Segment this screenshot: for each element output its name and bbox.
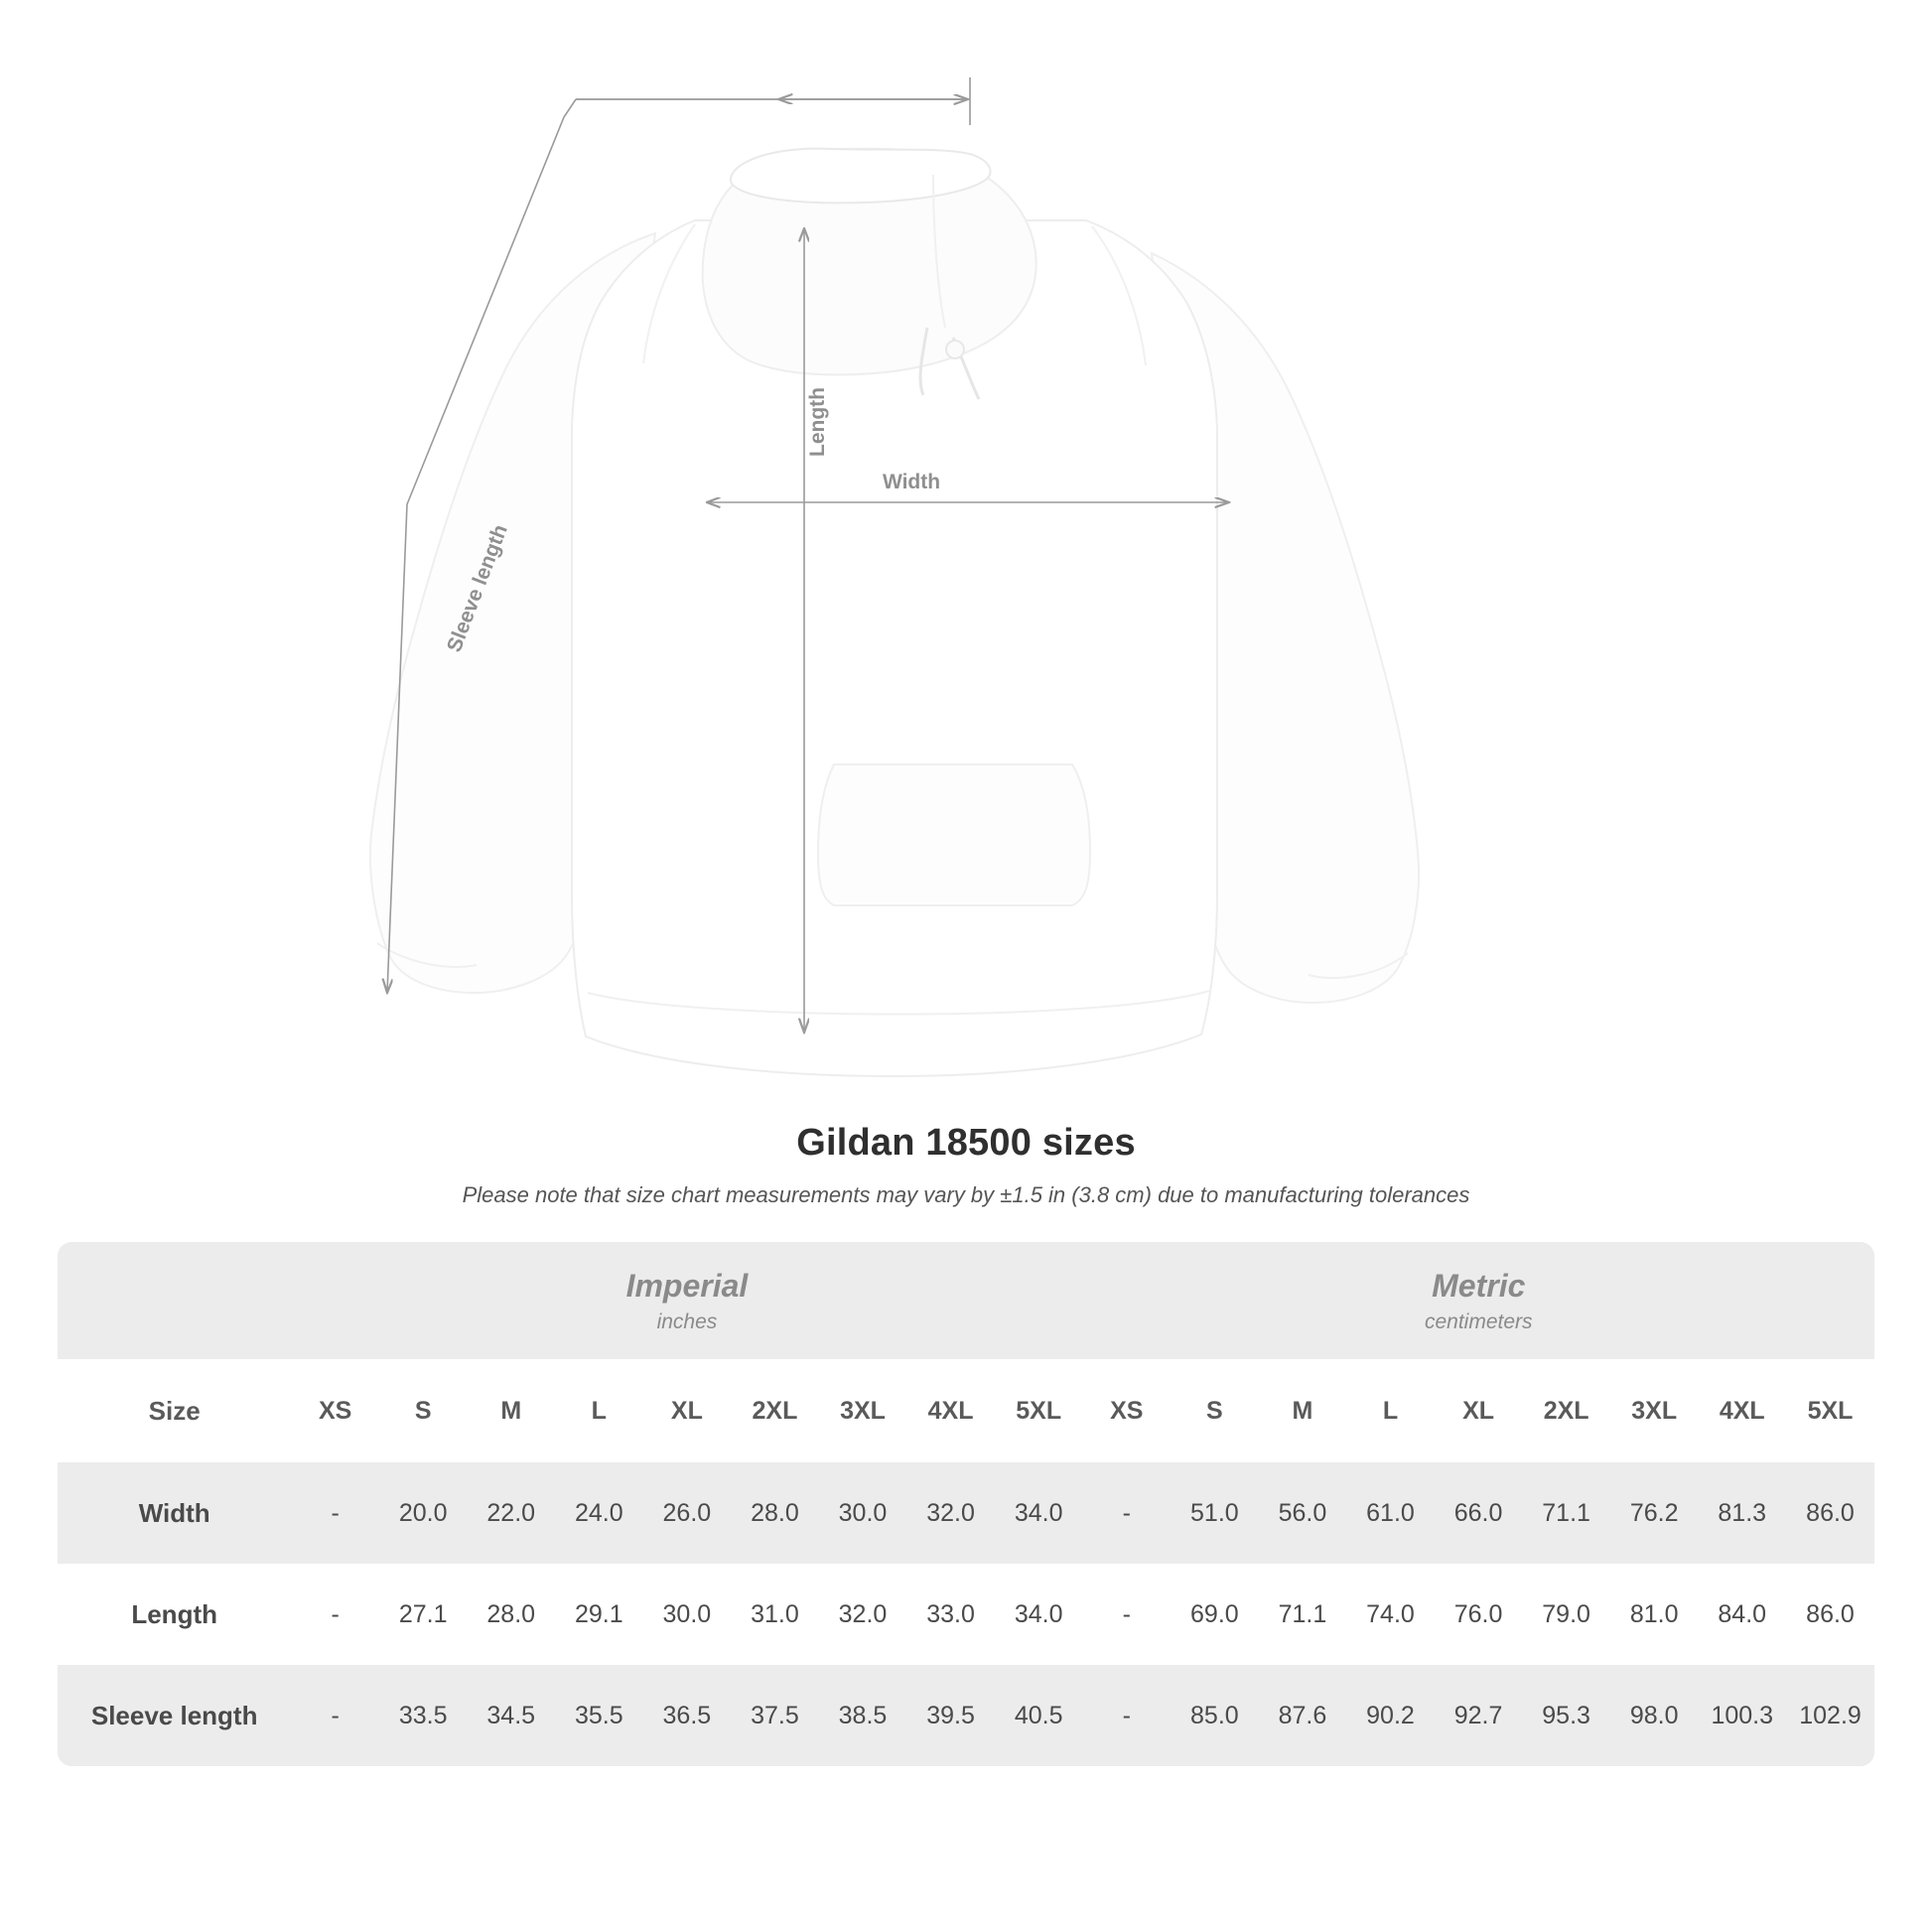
col-header-imperial-xl: XL — [643, 1359, 732, 1462]
row-header-size: Size — [58, 1359, 291, 1462]
table-row — [58, 1462, 1874, 1564]
cell-length-imperial-xs: - — [331, 1599, 340, 1628]
cell-length-imperial-3xl: 32.0 — [838, 1599, 888, 1628]
cell-width-metric-4xl: 81.3 — [1698, 1462, 1786, 1564]
col-header-imperial-5xl: 5XL — [995, 1359, 1083, 1462]
col-header-metric-s: S — [1171, 1359, 1259, 1462]
table-row — [58, 1564, 1874, 1665]
cell-length-metric-2xl: 79.0 — [1542, 1599, 1590, 1628]
cell-length-metric-m: 71.1 — [1278, 1599, 1327, 1628]
col-header-metric-m: M — [1259, 1359, 1347, 1462]
cell-width-imperial-3xl: 30.0 — [819, 1462, 907, 1564]
size-table-wrap — [58, 1242, 1874, 1766]
col-header-metric-5xl: 5XL — [1786, 1359, 1874, 1462]
cell-length-metric-l: 74.0 — [1366, 1599, 1415, 1628]
col-header-metric-4xl: 4XL — [1698, 1359, 1786, 1462]
cell-sleeve-imperial-4xl: 39.5 — [906, 1665, 995, 1766]
col-header-imperial-s: S — [379, 1359, 468, 1462]
cell-length-imperial-s: 27.1 — [398, 1599, 448, 1628]
cell-width-metric-l: 61.0 — [1346, 1462, 1435, 1564]
cell-width-metric-s: 51.0 — [1171, 1462, 1259, 1564]
cell-sleeve-metric-m: 87.6 — [1259, 1665, 1347, 1766]
col-header-imperial-xs: XS — [291, 1359, 379, 1462]
cell-sleeve-imperial-xl: 36.5 — [643, 1665, 732, 1766]
cell-sleeve-imperial-2xl: 37.5 — [731, 1665, 819, 1766]
size-header-row — [58, 1359, 1874, 1462]
col-header-imperial-3xl: 3XL — [819, 1359, 907, 1462]
cell-width-imperial-2xl: 28.0 — [731, 1462, 819, 1564]
cell-width-imperial-xs: - — [291, 1462, 379, 1564]
sleeve-length-label: Sleeve length — [442, 521, 512, 655]
cell-width-imperial-l: 24.0 — [555, 1462, 643, 1564]
cell-length-imperial-m: 28.0 — [486, 1599, 536, 1628]
col-header-imperial-l: L — [555, 1359, 643, 1462]
size-table — [58, 1242, 1874, 1766]
cell-sleeve-metric-xs: - — [1083, 1665, 1172, 1766]
col-header-imperial-2xl: 2XL — [731, 1359, 819, 1462]
cell-width-metric-3xl: 76.2 — [1610, 1462, 1699, 1564]
col-header-imperial-m: M — [467, 1359, 555, 1462]
unit-header-row — [58, 1242, 1874, 1359]
cell-sleeve-metric-3xl: 98.0 — [1610, 1665, 1699, 1766]
cell-length-metric-5xl: 86.0 — [1806, 1599, 1855, 1628]
metric-group-header — [1083, 1242, 1874, 1359]
cell-width-metric-5xl: 86.0 — [1786, 1462, 1874, 1564]
col-header-metric-l: L — [1346, 1359, 1435, 1462]
tolerance-note: Please note that size chart measurements may vary by ±1.5 in (3.8 cm) due to manufacturing tolerances — [462, 1182, 1470, 1207]
cell-width-metric-2xl: 71.1 — [1522, 1462, 1610, 1564]
col-header-metric-2xl: 2XL — [1522, 1359, 1610, 1462]
imperial-sub: inches — [656, 1310, 718, 1333]
col-header-metric-xs: XS — [1083, 1359, 1172, 1462]
length-label: Length — [806, 387, 829, 457]
cell-width-metric-xs: - — [1083, 1462, 1172, 1564]
page-title: Gildan 18500 sizes — [796, 1122, 1136, 1164]
cell-length-imperial-2xl: 31.0 — [751, 1599, 799, 1628]
cell-sleeve-imperial-3xl: 38.5 — [819, 1665, 907, 1766]
col-header-metric-3xl: 3XL — [1610, 1359, 1699, 1462]
cell-width-imperial-xl: 26.0 — [643, 1462, 732, 1564]
cell-width-imperial-5xl: 34.0 — [995, 1462, 1083, 1564]
row-label-width: Width — [58, 1462, 291, 1564]
cell-width-metric-m: 56.0 — [1259, 1462, 1347, 1564]
cell-length-metric-xs: - — [1122, 1599, 1131, 1628]
metric-sub: centimeters — [1424, 1310, 1533, 1333]
imperial-group-header — [291, 1242, 1082, 1359]
cell-sleeve-imperial-5xl: 40.5 — [995, 1665, 1083, 1766]
cell-sleeve-metric-4xl: 100.3 — [1698, 1665, 1786, 1766]
col-header-metric-xl: XL — [1435, 1359, 1523, 1462]
cell-sleeve-metric-2xl: 95.3 — [1522, 1665, 1610, 1766]
hoodie-shape — [370, 149, 1419, 1076]
cell-length-imperial-5xl: 34.0 — [1014, 1599, 1063, 1628]
cell-length-metric-s: 69.0 — [1190, 1599, 1239, 1628]
cell-sleeve-metric-xl: 92.7 — [1435, 1665, 1523, 1766]
cell-sleeve-imperial-xs: - — [291, 1665, 379, 1766]
table-row — [58, 1665, 1874, 1766]
imperial-name: Imperial — [625, 1267, 749, 1304]
cell-sleeve-imperial-s: 33.5 — [379, 1665, 468, 1766]
cell-sleeve-imperial-l: 35.5 — [555, 1665, 643, 1766]
cell-length-metric-xl: 76.0 — [1453, 1599, 1503, 1628]
cell-sleeve-metric-l: 90.2 — [1346, 1665, 1435, 1766]
cell-width-imperial-4xl: 32.0 — [906, 1462, 995, 1564]
row-label-sleeve-length: Sleeve length — [58, 1665, 291, 1766]
cell-sleeve-metric-s: 85.0 — [1171, 1665, 1259, 1766]
metric-name: Metric — [1432, 1267, 1526, 1304]
width-label: Width — [882, 471, 941, 493]
cell-length-imperial-l: 29.1 — [574, 1599, 623, 1628]
cell-length-metric-3xl: 81.0 — [1629, 1599, 1679, 1628]
cell-width-metric-xl: 66.0 — [1435, 1462, 1523, 1564]
title-block — [0, 1122, 1932, 1208]
cell-length-metric-4xl: 84.0 — [1718, 1599, 1767, 1628]
cell-length-imperial-xl: 30.0 — [662, 1599, 712, 1628]
cell-length-imperial-4xl: 33.0 — [926, 1599, 975, 1628]
unit-spacer — [58, 1242, 291, 1359]
col-header-imperial-4xl: 4XL — [906, 1359, 995, 1462]
cell-sleeve-imperial-m: 34.5 — [467, 1665, 555, 1766]
cell-width-imperial-m: 22.0 — [467, 1462, 555, 1564]
cell-width-imperial-s: 20.0 — [379, 1462, 468, 1564]
row-label-length: Length — [131, 1598, 217, 1629]
cell-sleeve-metric-5xl: 102.9 — [1786, 1665, 1874, 1766]
